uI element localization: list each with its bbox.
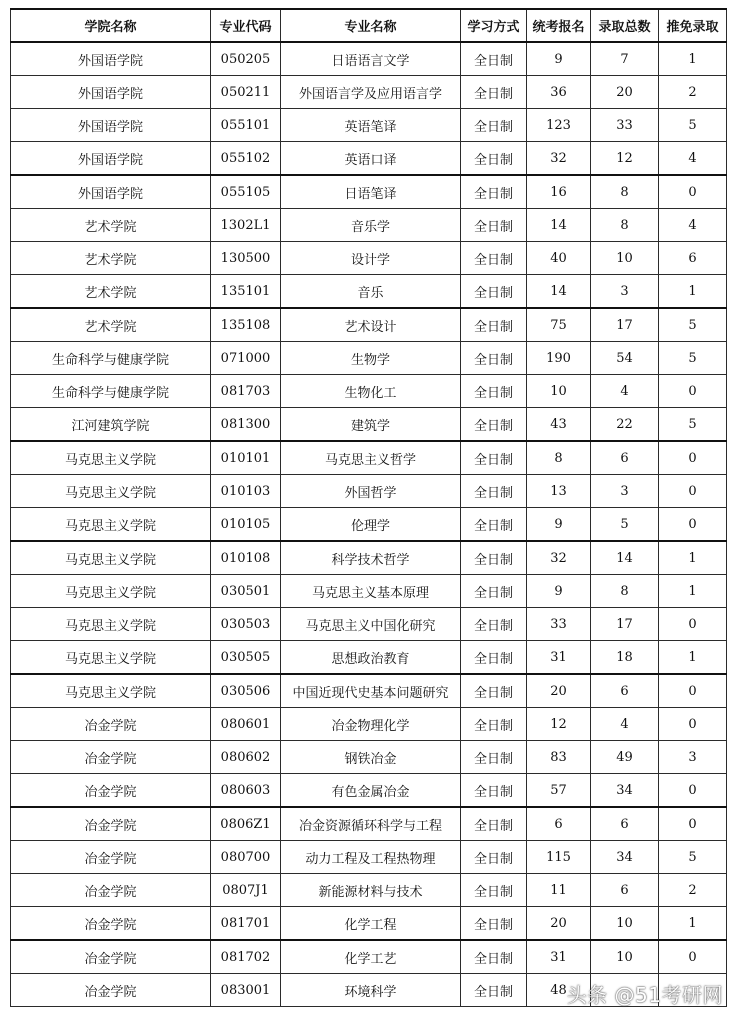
cell-college-name: 艺术学院 — [11, 308, 211, 342]
cell-total-admitted: 8 — [591, 575, 659, 608]
cell-study-mode: 全日制 — [461, 575, 527, 608]
cell-recommended-admitted: 3 — [659, 741, 727, 774]
cell-exam-applicants: 40 — [527, 242, 591, 275]
cell-total-admitted: 22 — [591, 408, 659, 442]
cell-exam-applicants: 14 — [527, 209, 591, 242]
header-college-name: 学院名称 — [11, 9, 211, 42]
cell-major-name: 英语口译 — [281, 142, 461, 176]
cell-study-mode: 全日制 — [461, 308, 527, 342]
cell-total-admitted: 4 — [591, 375, 659, 408]
cell-college-name: 生命科学与健康学院 — [11, 342, 211, 375]
cell-recommended-admitted: 0 — [659, 674, 727, 708]
cell-study-mode: 全日制 — [461, 974, 527, 1007]
table-row — [11, 907, 727, 941]
table-row — [11, 541, 727, 575]
cell-major-name: 英语笔译 — [281, 109, 461, 142]
cell-recommended-admitted: 2 — [659, 874, 727, 907]
cell-college-name: 马克思主义学院 — [11, 674, 211, 708]
cell-exam-applicants: 10 — [527, 375, 591, 408]
cell-major-name: 生物学 — [281, 342, 461, 375]
cell-total-admitted: 6 — [591, 674, 659, 708]
cell-college-name: 外国语学院 — [11, 42, 211, 76]
table-row — [11, 508, 727, 542]
cell-recommended-admitted: 5 — [659, 342, 727, 375]
cell-total-admitted: 7 — [591, 42, 659, 76]
table-row — [11, 342, 727, 375]
table-row — [11, 940, 727, 974]
cell-college-name: 冶金学院 — [11, 907, 211, 941]
cell-exam-applicants: 123 — [527, 109, 591, 142]
cell-college-name: 外国语学院 — [11, 142, 211, 176]
table-row — [11, 741, 727, 774]
cell-recommended-admitted: 1 — [659, 541, 727, 575]
cell-recommended-admitted: 5 — [659, 109, 727, 142]
cell-total-admitted: 49 — [591, 741, 659, 774]
cell-major-name: 设计学 — [281, 242, 461, 275]
cell-total-admitted: 14 — [591, 541, 659, 575]
cell-study-mode: 全日制 — [461, 541, 527, 575]
cell-major-name: 有色金属冶金 — [281, 774, 461, 808]
cell-college-name: 艺术学院 — [11, 275, 211, 309]
cell-recommended-admitted: 5 — [659, 408, 727, 442]
cell-college-name: 冶金学院 — [11, 741, 211, 774]
cell-major-code: 080602 — [211, 741, 281, 774]
cell-major-code: 0806Z1 — [211, 807, 281, 841]
cell-exam-applicants: 32 — [527, 541, 591, 575]
cell-exam-applicants: 11 — [527, 874, 591, 907]
cell-total-admitted: 10 — [591, 940, 659, 974]
cell-exam-applicants: 9 — [527, 508, 591, 542]
cell-major-code: 010108 — [211, 541, 281, 575]
table-row — [11, 76, 727, 109]
cell-major-name: 化学工艺 — [281, 940, 461, 974]
cell-major-code: 050205 — [211, 42, 281, 76]
header-total-admitted: 录取总数 — [591, 9, 659, 42]
cell-major-name: 马克思主义哲学 — [281, 441, 461, 475]
cell-college-name: 马克思主义学院 — [11, 475, 211, 508]
header-major-name: 专业名称 — [281, 9, 461, 42]
cell-college-name: 冶金学院 — [11, 708, 211, 741]
cell-recommended-admitted: 0 — [659, 774, 727, 808]
table-row — [11, 608, 727, 641]
cell-total-admitted: 54 — [591, 342, 659, 375]
cell-recommended-admitted: 1 — [659, 275, 727, 309]
header-recommended-admitted: 推免录取 — [659, 9, 727, 42]
table-body — [11, 42, 727, 1007]
cell-total-admitted: 33 — [591, 109, 659, 142]
cell-college-name: 马克思主义学院 — [11, 575, 211, 608]
cell-major-name: 新能源材料与技术 — [281, 874, 461, 907]
cell-major-name: 环境科学 — [281, 974, 461, 1007]
table-row — [11, 807, 727, 841]
cell-study-mode: 全日制 — [461, 940, 527, 974]
cell-exam-applicants: 115 — [527, 841, 591, 874]
cell-study-mode: 全日制 — [461, 608, 527, 641]
cell-total-admitted: 34 — [591, 841, 659, 874]
cell-recommended-admitted: 1 — [659, 42, 727, 76]
cell-major-code: 080700 — [211, 841, 281, 874]
cell-major-name: 音乐 — [281, 275, 461, 309]
cell-total-admitted: 3 — [591, 275, 659, 309]
cell-total-admitted: 8 — [591, 209, 659, 242]
table-row — [11, 708, 727, 741]
cell-major-code: 081703 — [211, 375, 281, 408]
cell-total-admitted: 3 — [591, 475, 659, 508]
cell-study-mode: 全日制 — [461, 508, 527, 542]
cell-major-name: 马克思主义中国化研究 — [281, 608, 461, 641]
cell-major-code: 1302L1 — [211, 209, 281, 242]
cell-major-code: 030506 — [211, 674, 281, 708]
table-row — [11, 575, 727, 608]
cell-exam-applicants: 75 — [527, 308, 591, 342]
cell-major-code: 010103 — [211, 475, 281, 508]
cell-major-code: 081702 — [211, 940, 281, 974]
cell-major-code: 071000 — [211, 342, 281, 375]
cell-recommended-admitted: 0 — [659, 708, 727, 741]
cell-major-code: 055102 — [211, 142, 281, 176]
admission-table — [10, 8, 727, 1007]
cell-college-name: 冶金学院 — [11, 974, 211, 1007]
cell-major-code: 081300 — [211, 408, 281, 442]
cell-total-admitted: 6 — [591, 874, 659, 907]
watermark-text: 头条 @51考研网 — [566, 983, 723, 1007]
table-row — [11, 242, 727, 275]
cell-college-name: 冶金学院 — [11, 874, 211, 907]
table-row — [11, 275, 727, 309]
cell-total-admitted: 18 — [591, 641, 659, 675]
cell-exam-applicants: 33 — [527, 608, 591, 641]
cell-exam-applicants: 31 — [527, 641, 591, 675]
cell-exam-applicants: 12 — [527, 708, 591, 741]
cell-recommended-admitted: 1 — [659, 907, 727, 941]
cell-study-mode: 全日制 — [461, 741, 527, 774]
header-row — [11, 9, 727, 42]
cell-major-code: 010101 — [211, 441, 281, 475]
cell-major-code: 130500 — [211, 242, 281, 275]
cell-recommended-admitted: 5 — [659, 841, 727, 874]
header-exam-applicants: 统考报名 — [527, 9, 591, 42]
cell-major-name: 动力工程及工程热物理 — [281, 841, 461, 874]
table-row — [11, 175, 727, 209]
cell-major-name: 外国哲学 — [281, 475, 461, 508]
cell-recommended-admitted: 5 — [659, 308, 727, 342]
cell-study-mode: 全日制 — [461, 175, 527, 209]
table-row — [11, 142, 727, 176]
cell-major-name: 伦理学 — [281, 508, 461, 542]
cell-total-admitted: 34 — [591, 774, 659, 808]
cell-total-admitted: 6 — [591, 807, 659, 841]
cell-recommended-admitted: 0 — [659, 175, 727, 209]
table-row — [11, 441, 727, 475]
cell-major-code: 0807J1 — [211, 874, 281, 907]
cell-college-name: 马克思主义学院 — [11, 641, 211, 675]
cell-major-code: 135101 — [211, 275, 281, 309]
cell-total-admitted: 10 — [591, 907, 659, 941]
cell-study-mode: 全日制 — [461, 209, 527, 242]
cell-major-name: 音乐学 — [281, 209, 461, 242]
table-row — [11, 408, 727, 442]
cell-major-name: 思想政治教育 — [281, 641, 461, 675]
table-row — [11, 774, 727, 808]
cell-exam-applicants: 57 — [527, 774, 591, 808]
cell-exam-applicants: 20 — [527, 907, 591, 941]
cell-major-name: 化学工程 — [281, 907, 461, 941]
table-row — [11, 109, 727, 142]
cell-recommended-admitted: 0 — [659, 940, 727, 974]
cell-exam-applicants: 83 — [527, 741, 591, 774]
cell-total-admitted: 20 — [591, 76, 659, 109]
cell-exam-applicants: 48 — [527, 974, 591, 1007]
cell-major-code: 081701 — [211, 907, 281, 941]
table-row — [11, 375, 727, 408]
cell-major-code: 010105 — [211, 508, 281, 542]
cell-study-mode: 全日制 — [461, 475, 527, 508]
cell-recommended-admitted: 2 — [659, 76, 727, 109]
admission-table-sheet — [10, 8, 726, 1007]
cell-study-mode: 全日制 — [461, 375, 527, 408]
cell-total-admitted: 4 — [591, 708, 659, 741]
cell-recommended-admitted: 1 — [659, 575, 727, 608]
cell-major-code: 050211 — [211, 76, 281, 109]
cell-exam-applicants: 16 — [527, 175, 591, 209]
table-row — [11, 841, 727, 874]
cell-study-mode: 全日制 — [461, 774, 527, 808]
cell-recommended-admitted: 0 — [659, 375, 727, 408]
cell-major-code: 083001 — [211, 974, 281, 1007]
cell-major-code: 055105 — [211, 175, 281, 209]
header-study-mode: 学习方式 — [461, 9, 527, 42]
cell-study-mode: 全日制 — [461, 142, 527, 176]
cell-total-admitted: 10 — [591, 242, 659, 275]
table-row — [11, 641, 727, 675]
cell-college-name: 外国语学院 — [11, 109, 211, 142]
cell-total-admitted: 12 — [591, 142, 659, 176]
cell-study-mode: 全日制 — [461, 708, 527, 741]
cell-exam-applicants: 31 — [527, 940, 591, 974]
table-row — [11, 475, 727, 508]
cell-study-mode: 全日制 — [461, 408, 527, 442]
cell-recommended-admitted: 0 — [659, 807, 727, 841]
cell-major-name: 生物化工 — [281, 375, 461, 408]
cell-exam-applicants: 43 — [527, 408, 591, 442]
cell-exam-applicants: 8 — [527, 441, 591, 475]
cell-college-name: 马克思主义学院 — [11, 508, 211, 542]
cell-major-name: 日语笔译 — [281, 175, 461, 209]
header-major-code: 专业代码 — [211, 9, 281, 42]
cell-study-mode: 全日制 — [461, 275, 527, 309]
cell-college-name: 冶金学院 — [11, 807, 211, 841]
cell-exam-applicants: 190 — [527, 342, 591, 375]
table-row — [11, 874, 727, 907]
cell-total-admitted: 6 — [591, 441, 659, 475]
cell-major-name: 冶金物理化学 — [281, 708, 461, 741]
table-header — [11, 9, 727, 42]
cell-total-admitted: 5 — [591, 508, 659, 542]
cell-recommended-admitted: 0 — [659, 441, 727, 475]
cell-college-name: 冶金学院 — [11, 841, 211, 874]
cell-major-name: 建筑学 — [281, 408, 461, 442]
cell-major-code: 030501 — [211, 575, 281, 608]
cell-major-name: 科学技术哲学 — [281, 541, 461, 575]
cell-study-mode: 全日制 — [461, 874, 527, 907]
table-row — [11, 42, 727, 76]
cell-college-name: 生命科学与健康学院 — [11, 375, 211, 408]
cell-study-mode: 全日制 — [461, 441, 527, 475]
cell-major-name: 外国语言学及应用语言学 — [281, 76, 461, 109]
cell-college-name: 马克思主义学院 — [11, 541, 211, 575]
cell-study-mode: 全日制 — [461, 342, 527, 375]
cell-total-admitted: 17 — [591, 608, 659, 641]
cell-recommended-admitted: 0 — [659, 608, 727, 641]
cell-college-name: 外国语学院 — [11, 175, 211, 209]
table-row — [11, 308, 727, 342]
cell-college-name: 艺术学院 — [11, 209, 211, 242]
cell-college-name: 冶金学院 — [11, 940, 211, 974]
cell-major-code: 080603 — [211, 774, 281, 808]
table-row — [11, 674, 727, 708]
cell-college-name: 马克思主义学院 — [11, 608, 211, 641]
cell-major-name: 艺术设计 — [281, 308, 461, 342]
cell-study-mode: 全日制 — [461, 907, 527, 941]
cell-major-name: 日语语言文学 — [281, 42, 461, 76]
cell-study-mode: 全日制 — [461, 109, 527, 142]
cell-major-name: 冶金资源循环科学与工程 — [281, 807, 461, 841]
cell-recommended-admitted: 4 — [659, 209, 727, 242]
cell-total-admitted: 8 — [591, 175, 659, 209]
cell-college-name: 冶金学院 — [11, 774, 211, 808]
cell-recommended-admitted: 1 — [659, 641, 727, 675]
cell-exam-applicants: 32 — [527, 142, 591, 176]
cell-college-name: 艺术学院 — [11, 242, 211, 275]
cell-major-code: 080601 — [211, 708, 281, 741]
cell-college-name: 马克思主义学院 — [11, 441, 211, 475]
cell-major-code: 055101 — [211, 109, 281, 142]
cell-study-mode: 全日制 — [461, 242, 527, 275]
cell-major-name: 马克思主义基本原理 — [281, 575, 461, 608]
cell-recommended-admitted: 0 — [659, 508, 727, 542]
cell-study-mode: 全日制 — [461, 674, 527, 708]
cell-exam-applicants: 20 — [527, 674, 591, 708]
cell-exam-applicants: 9 — [527, 42, 591, 76]
cell-exam-applicants: 9 — [527, 575, 591, 608]
cell-college-name: 外国语学院 — [11, 76, 211, 109]
cell-recommended-admitted: 0 — [659, 475, 727, 508]
cell-study-mode: 全日制 — [461, 807, 527, 841]
cell-exam-applicants: 36 — [527, 76, 591, 109]
cell-total-admitted: 17 — [591, 308, 659, 342]
cell-exam-applicants: 6 — [527, 807, 591, 841]
cell-college-name: 江河建筑学院 — [11, 408, 211, 442]
cell-major-name: 中国近现代史基本问题研究 — [281, 674, 461, 708]
cell-exam-applicants: 13 — [527, 475, 591, 508]
cell-study-mode: 全日制 — [461, 42, 527, 76]
cell-major-code: 030505 — [211, 641, 281, 675]
table-row — [11, 209, 727, 242]
cell-study-mode: 全日制 — [461, 841, 527, 874]
cell-study-mode: 全日制 — [461, 641, 527, 675]
cell-recommended-admitted: 6 — [659, 242, 727, 275]
cell-recommended-admitted: 4 — [659, 142, 727, 176]
cell-major-code: 030503 — [211, 608, 281, 641]
cell-study-mode: 全日制 — [461, 76, 527, 109]
cell-exam-applicants: 14 — [527, 275, 591, 309]
cell-major-code: 135108 — [211, 308, 281, 342]
cell-major-name: 钢铁冶金 — [281, 741, 461, 774]
